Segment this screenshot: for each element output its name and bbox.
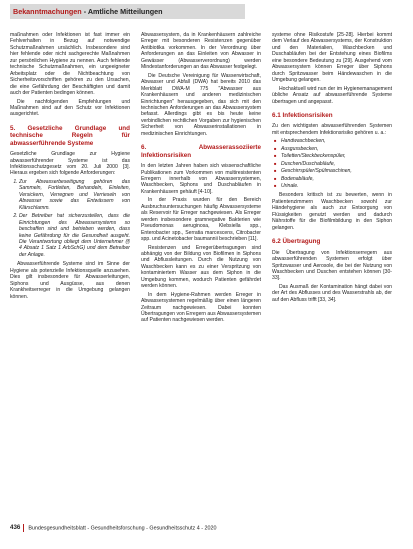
list-item: ■ Duschen/Duschabläufe, — [281, 161, 392, 167]
list-item: ■ Toiletten/Steckbeckenspüler, — [281, 153, 392, 159]
list-item: 1. Zur Abwasserbeseitigung gehören das Sammeln, Fortleiten, Behandeln, Einleiten, Versickern, Verregnen und Verrieseln von Abwasser sowie das Entwässern von Klärschlamm. — [19, 179, 130, 211]
list-item: ■ Bodenabläufe, — [281, 176, 392, 182]
paragraph: Das Ausmaß der Kontamination hängt dabei von der Art des Abflusses und des Wasserstrahls ab, der auf den Abfluss trifft [33, 34]. — [272, 283, 392, 303]
bullet-list — [272, 138, 392, 189]
paragraph: Besonders kritisch ist zu bewerten, wenn in Patientenzimmern Waschbecken sowohl zur Händehygiene als auch zur Entsorgung von Flüssigkeiten genutzt werden und dadurch Nährstoffe für die Biofilmbildung in den Siphon gelangen. — [272, 192, 392, 231]
header-title: - Amtliche Mitteilungen — [81, 7, 163, 16]
paragraph: Hochaktuell wird nun der im Hygienemanagement übliche Ansatz auf abwasserführende Systeme übertragen und angepasst. — [272, 85, 392, 105]
list-item: ■ Urinale. — [281, 183, 392, 189]
journal-citation: Bundesgesundheitsblatt - Gesundheitsforschung - Gesundheitsschutz 4 - 2020 — [28, 525, 217, 532]
section-heading: 5. Gesetzliche Grundlage und technische Regeln für abwasserführende Systeme — [10, 124, 130, 147]
paragraph: systeme ohne Risikostufe [25-28]. Hierbei kommt dem Verlauf des Abwassersystems, der Konstruktion und den Materialien, Waschbecken und Duschabläufen bei der Entstehung eines Biofilms eine besondere Bedeutung zu [29]. Ausgehend vom Abwassersystem können Erreger über Siphons durch Spritzwasser beim Händewaschen in die Umgebung gelangen. — [272, 32, 392, 84]
page-number: 436 — [10, 524, 21, 532]
column-2 — [141, 32, 261, 520]
paragraph: Die nachfolgenden Empfehlungen und Maßnahmen sind auf den Schutz vor Infektionen ausgerichtet. — [10, 98, 130, 118]
paragraph: Abwasserführende Systeme sind im Sinne der Hygiene als potenzielle Infektionsquelle anzusehen. Dies gilt insbesondere für Abwasserleitungen, Siphons und Ausgüsse, aus denen Krankheitserreger in die Umgebung gelangen können. — [10, 261, 130, 300]
paragraph: Zu den wichtigsten abwasserführenden Systemen mit entsprechendem Infektionsrisiko gehören u. a.: — [272, 123, 392, 136]
numbered-list — [10, 179, 130, 258]
paragraph: Die Übertragung von Infektionserregern aus abwasserführenden Systemen erfolgt über Spritzwasser und Aerosole, die bei der Nutzung von Waschbecken und Duschen entstehen können [30-33]. — [272, 249, 392, 282]
paragraph: Resistenzen und Erregerübertragungen sind abhängig von der Bildung von Biofilmen in Siphons und Abflussleitungen. Durch die Nutzung von Waschbecken kann es zu einer Verspritzung von kontaminiertem Wasser aus dem Siphon in die Umgebung kommen, wodurch Patienten gefährdet werden können. — [141, 244, 261, 290]
list-item: ■ Handwaschbecken, — [281, 138, 392, 144]
list-item: ■ Geschirrspüler/Spülmaschinen, — [281, 168, 392, 174]
paragraph: Gesetzliche Grundlage zur Hygiene abwasserführender Systeme ist das Infektionsschutzgesetz vom 20. Juli 2000 [3]. Hieraus ergeben sich folgende Anforderungen: — [10, 151, 130, 177]
paragraph: Abwassersystem, da in Krankenhäusern zahlreiche Erreger mit besonderen Resistenzen gegenüber Antibiotika vorkommen. In der Verordnung über Anforderungen an das Einleiten von Abwasser in Gewässer (Abwasserverordnung) werden Mindestanforderungen an das Abwasser festgelegt. — [141, 32, 261, 71]
paragraph: Die Deutsche Vereinigung für Wasserwirtschaft, Abwasser und Abfall (DWA) hat bereits 2010 das Merkblatt DWA-M 775 "Abwasser aus Krankenhäusern und anderen medizinischen Einrichtungen" herausgegeben, das sich mit den technischen Anforderungen an das Abwassersystem befasst. Allerdings gibt es bis heute keine verbindlichen rechtlichen Vorgaben zur hygienischen Sicherheit von Abwasserinstallationen in medizinischen Einrichtungen. — [141, 72, 261, 137]
list-item: ■ Ausgussbecken, — [281, 146, 392, 152]
footer-divider — [23, 524, 24, 532]
paragraph: In den letzten Jahren haben sich wissenschaftliche Publikationen zum Vorkommen von multiresistenten Erregern innerhalb von Abwassersystemen, Waschbecken, Siphons und Duschabläufen in Krankenhäusern gehäuft [4-10]. — [141, 163, 261, 195]
header-section-label: Bekanntmachungen — [13, 7, 82, 16]
paragraph: maßnahmen oder Infektionen ist fast immer ein Fehlverhalten in Bezug auf notwendige Schutzmaßnahmen ursächlich. Insbesondere sind hier fehlende oder nicht sachgerechte Maßnahmen zur persönlichen Hygiene zu nennen. Auch fehlende technische Schutzmaßnahmen, ein ungeeigneter Arbeitsplatz oder die Nichtbeachtung von Sicherheitsvorschriften gehören zu den Ursachen, die eine Gefährdung der Beschäftigten und damit auch der Patienten bedingen können. — [10, 32, 130, 97]
section-header — [10, 4, 245, 19]
list-item: 2. Der Betreiber hat sicherzustellen, dass die Einrichtungen des Abwassersystems so beschaffen sind und betrieben werden, dass keine Gefährdung für die Gesundheit ausgeht. Die Verantwortung obliegt dem Unternehmer (§ 4 Absatz 1 Satz 1 ArbSchG) und dem Betreiber der Anlage. — [19, 213, 130, 258]
page-footer — [10, 524, 217, 532]
section-heading: 6. Abwasserassoziierte Infektionsrisiken — [141, 144, 261, 159]
section-heading: 6.1 Infektionsrisiken — [272, 111, 333, 119]
column-3 — [272, 32, 392, 520]
paragraph: In der Praxis wurden für den Bereich Ausbruchsuntersuchungen häufig Abwassersysteme als Reservoir für Erreger nachgewiesen. Als Erreger werden insbesondere gramnegative Bakterien wie Pseudomonas aeruginosa, Klebsiella spp., Enterobacter spp., Serratia marcescens, Citrobacter spp. und Acinetobacter baumannii beschrieben [11]. — [141, 197, 261, 243]
section-heading: 6.2 Übertragung — [272, 238, 321, 246]
paragraph: In dem Hygiene-Rahmen werden Erreger in Abwassersystemen regelmäßig über einen längeren Zeitraum nachgewiesen. Dabei konnten Übertragungen von Erregern aus Abwassersystemen auf Patienten nachgewiesen werden. — [141, 291, 261, 324]
column-1 — [10, 32, 130, 520]
